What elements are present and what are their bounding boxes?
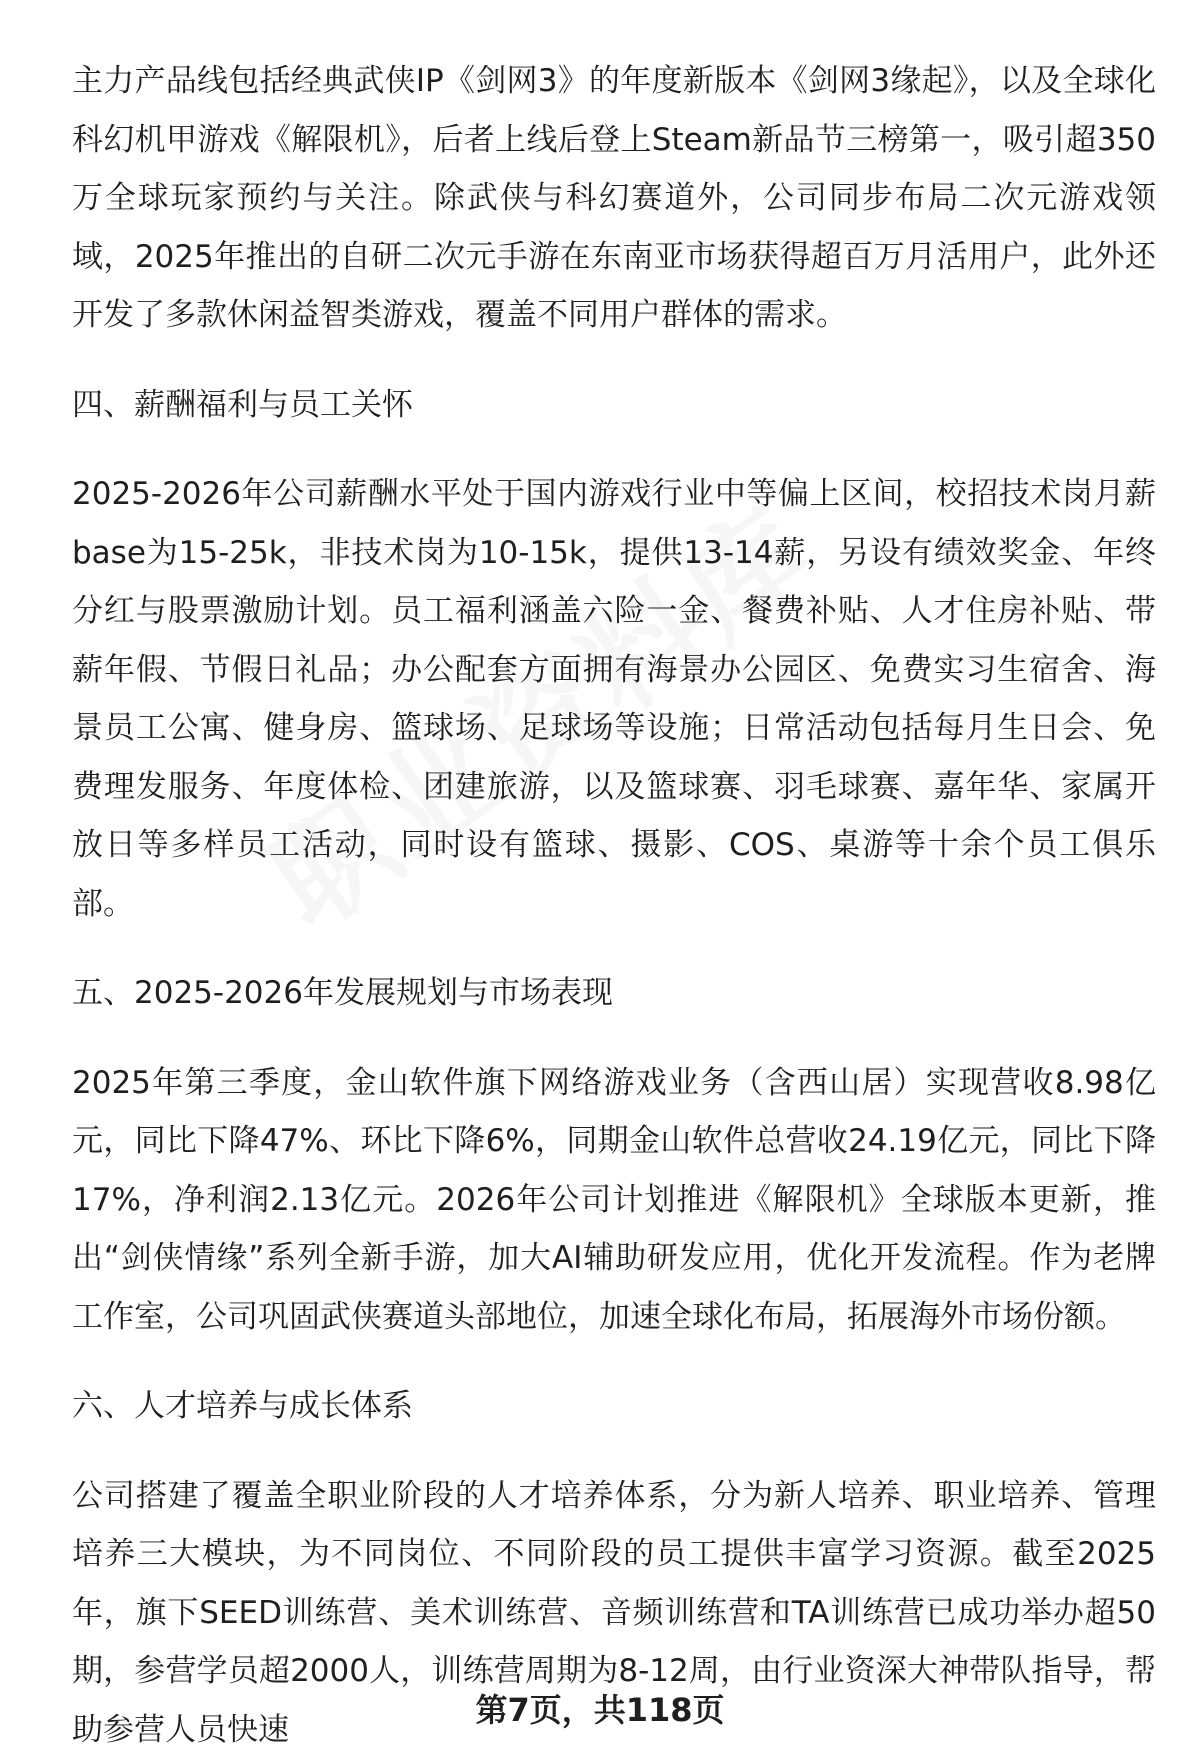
page-number: 第7页，共118页 bbox=[0, 1690, 1200, 1730]
section-heading-compensation: 四、薪酬福利与员工关怀 bbox=[72, 376, 1156, 435]
paragraph-planning: 2025年第三季度，金山软件旗下网络游戏业务（含西山居）实现营收8.98亿元，同比下降47%、环比下降6%，同期金山软件总营收24.19亿元，同比下降17%，净利润2.13亿元。2026年公司计划推进《解限机》全球版本更新，推出“剑侠情缘”系列全新手游，加大AI辅助研发应用，优化开发流程。作为老牌工作室，公司巩固武侠赛道头部地位，加速全球化布局，拓展海外市场份额。 bbox=[72, 1054, 1156, 1347]
section-heading-planning: 五、2025-2026年发展规划与市场表现 bbox=[72, 964, 1156, 1023]
paragraph-training: 公司搭建了覆盖全职业阶段的人才培养体系，分为新人培养、职业培养、管理培养三大模块，为不同岗位、不同阶段的员工提供丰富学习资源。截至2025年，旗下SEED训练营、美术训练营、音频训练营和TA训练营已成功举办超50期，参营学员超2000人，训练营周期为8-12周，由行业资深大神带队指导，帮助参营人员快速 bbox=[72, 1467, 1156, 1759]
paragraph-compensation: 2025-2026年公司薪酬水平处于国内游戏行业中等偏上区间，校招技术岗月薪base为15-25k，非技术岗为10-15k，提供13-14薪，另设有绩效奖金、年终分红与股票激励计划。员工福利涵盖六险一金、餐费补贴、人才住房补贴、带薪年假、节假日礼品；办公配套方面拥有海景办公园区、免费实习生宿舍、海景员工公寓、健身房、篮球场、足球场等设施；日常活动包括每月生日会、免费理发服务、年度体检、团建旅游，以及篮球赛、羽毛球赛、嘉年华、家属开放日等多样员工活动，同时设有篮球、摄影、COS、桌游等十余个员工俱乐部。 bbox=[72, 465, 1156, 933]
section-heading-training: 六、人才培养与成长体系 bbox=[72, 1377, 1156, 1436]
paragraph-products: 主力产品线包括经典武侠IP《剑网3》的年度新版本《剑网3缘起》，以及全球化科幻机甲游戏《解限机》，后者上线后登上Steam新品节三榜第一，吸引超350万全球玩家预约与关注。除武侠与科幻赛道外，公司同步布局二次元游戏领域，2025年推出的自研二次元手游在东南亚市场获得超百万月活用户，此外还开发了多款休闲益智类游戏，覆盖不同用户群体的需求。 bbox=[72, 52, 1156, 345]
document-body bbox=[72, 52, 1156, 1759]
